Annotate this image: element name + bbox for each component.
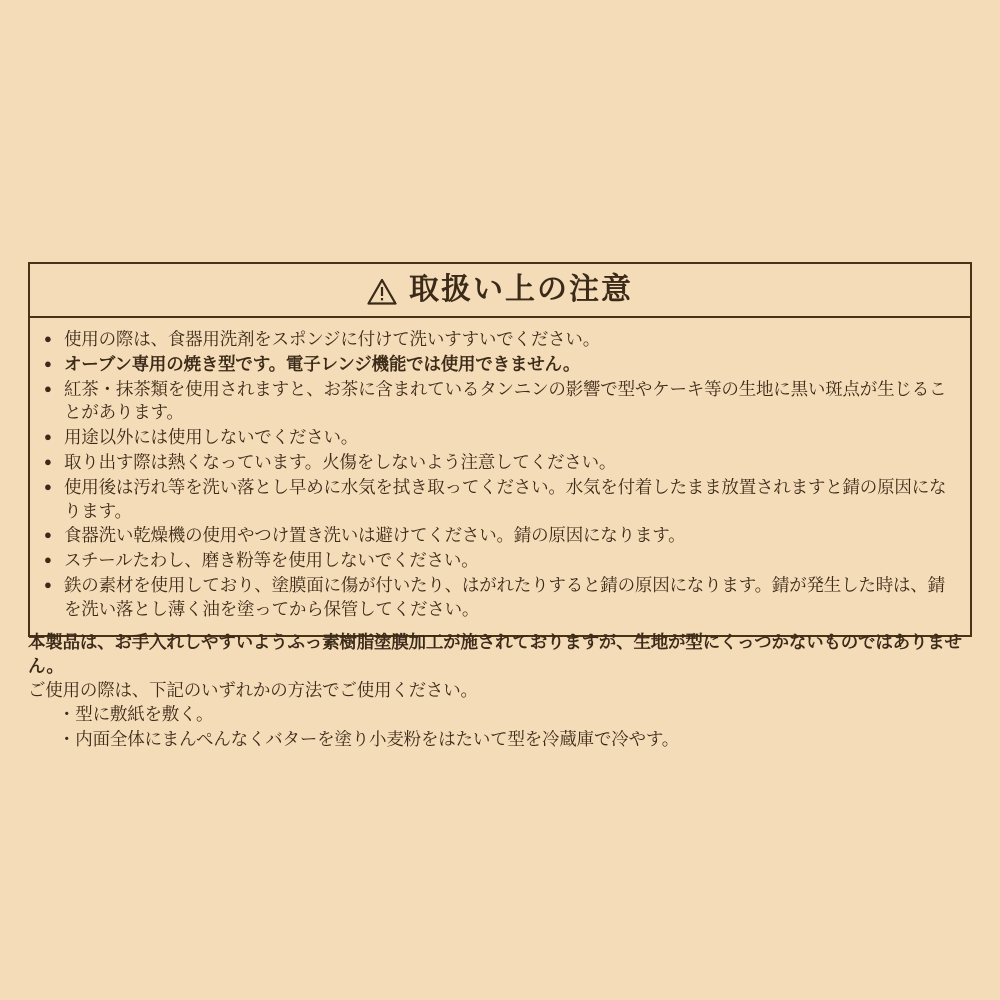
footer-method-2: ・内面全体にまんぺんなくバターを塗り小麦粉をはたいて型を冷蔵庫で冷やす。 (58, 728, 680, 749)
list-item: ● 紅茶・抹茶類を使用されますと、お茶に含まれているタンニンの影響で型やケーキ等の生地に黒い斑点が生じることがあります。 (44, 378, 956, 426)
list-item: ● 用途以外には使用しないでください。 (44, 426, 956, 450)
list-item: ● 使用の際は、食器用洗剤をスポンジに付けて洗いすすいでください。 (44, 328, 956, 352)
footer-note-normal: ご使用の際は、下記のいずれかの方法でご使用ください。 (28, 680, 478, 701)
list-item: ● オーブン専用の焼き型です。電子レンジ機能では使用できません。 (44, 353, 956, 377)
notice-header (30, 264, 970, 318)
notice-list (44, 328, 956, 622)
list-item: ● 使用後は汚れ等を洗い落とし早めに水気を拭き取ってください。水気を付着したまま放置されますと錆の原因になります。 (44, 476, 956, 524)
list-item: ● 取り出す際は熱くなっています。火傷をしないよう注意してください。 (44, 451, 956, 475)
warning-triangle-icon (367, 278, 397, 305)
footer-note-bold: 本製品は、お手入れしやすいようふっ素樹脂塗膜加工が施されておりますが、生地が型にくっつかないものではありません。 (28, 632, 962, 677)
footer-method-1: ・型に敷紙を敷く。 (58, 704, 214, 725)
notice-body (30, 318, 970, 635)
notice-box (28, 262, 972, 637)
footer-note (28, 630, 980, 751)
list-item: ● 鉄の素材を使用しており、塗膜面に傷が付いたり、はがれたりすると錆の原因になります。錆が発生した時は、錆を洗い落とし薄く油を塗ってから保管してください。 (44, 574, 956, 622)
list-item: ● 食器洗い乾燥機の使用やつけ置き洗いは避けてください。錆の原因になります。 (44, 524, 956, 548)
list-item: ● スチールたわし、磨き粉等を使用しないでください。 (44, 549, 956, 573)
notice-title: 取扱い上の注意 (409, 273, 633, 306)
